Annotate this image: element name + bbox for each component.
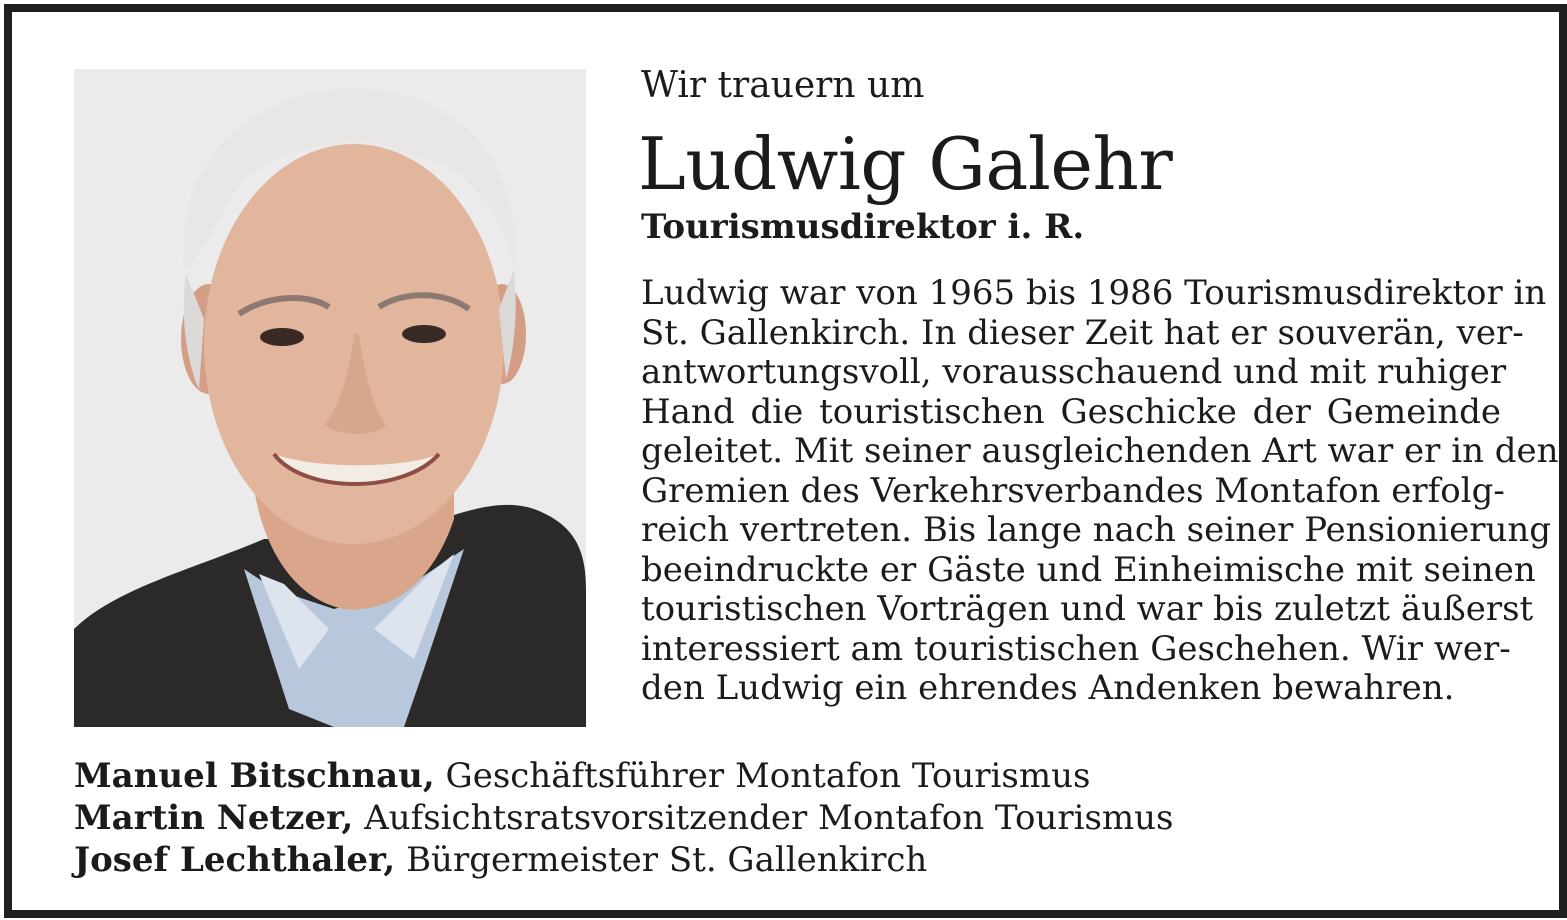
signatory (74, 755, 1173, 797)
deceased-name: Ludwig Galehr (638, 122, 1173, 206)
tribute-line: interessiert am touristischen Geschehen. Wir wer- (641, 628, 1511, 669)
signatory-name: Manuel Bitschnau, (74, 756, 435, 796)
tribute-line: Gremien des Verkehrsverbandes Montafon erfolg- (641, 470, 1505, 511)
intro-text: Wir trauern um (641, 65, 925, 106)
tribute-line: reich vertreten. Bis lange nach seiner Pensionierung (641, 510, 1552, 550)
deceased-title: Tourismusdirektor i. R. (641, 207, 1085, 247)
signatory-name: Martin Netzer, (74, 798, 354, 838)
tribute-line: Ludwig war von 1965 bis 1986 Tourismusdirektor in (641, 273, 1547, 313)
signatory (74, 797, 1173, 839)
tribute-text (641, 273, 1559, 709)
signatories (74, 755, 1173, 881)
tribute-line: antwortungsvoll, vorausschauend und mit ruhiger (641, 352, 1507, 392)
tribute-line: den Ludwig ein ehrendes Andenken bewahren. (641, 668, 1455, 708)
tribute-line: geleitet. Mit seiner ausgleichenden Art war er in den (641, 431, 1559, 471)
tribute-line: St. Gallenkirch. In dieser Zeit hat er souverän, ver- (641, 312, 1524, 353)
tribute-line: Hand die touristischen Geschicke der Gemeinde (641, 391, 1501, 432)
signatory-role: Aufsichtsratsvorsitzender Montafon Tourismus (364, 798, 1174, 838)
signatory-role: Geschäftsführer Montafon Tourismus (445, 756, 1091, 796)
signatory-role: Bürgermeister St. Gallenkirch (406, 840, 928, 880)
tribute-line: beeindruckte er Gäste und Einheimische mit seinen (641, 549, 1536, 590)
portrait-photo (74, 69, 586, 727)
signatory-name: Josef Lechthaler, (74, 840, 396, 880)
tribute-line: touristischen Vorträgen und war bis zuletzt äußerst (641, 589, 1534, 629)
signatory (74, 839, 1173, 881)
